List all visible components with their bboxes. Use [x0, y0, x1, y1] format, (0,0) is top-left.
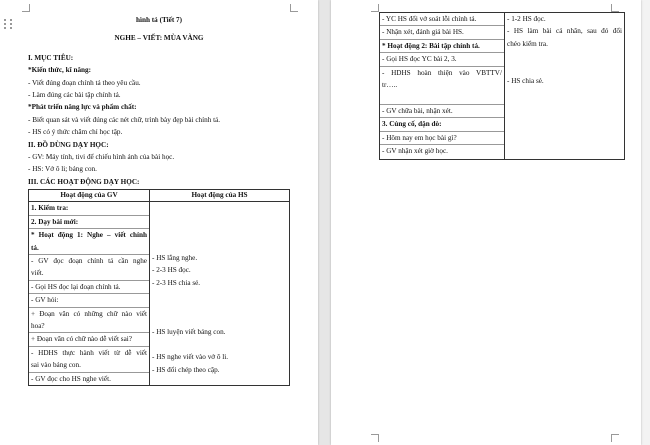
- teacher-line: - HDHS hoàn thiện vào VBTTV/: [382, 68, 502, 77]
- student-line: [152, 240, 287, 252]
- student-line: - HS chia sẻ.: [507, 77, 544, 86]
- teacher-line: tả.: [29, 242, 149, 255]
- teacher-activities-cell: [29, 202, 150, 386]
- crop-mark-top-left-icon: [371, 4, 379, 12]
- student-line: - 2-3 HS đọc.: [152, 266, 191, 275]
- knowledge-item: - Làm đúng các bài tập chính tả.: [28, 91, 121, 100]
- student-line: [507, 50, 622, 62]
- student-line: [152, 314, 287, 326]
- student-line: - HS lắng nghe.: [152, 253, 198, 262]
- teacher-line: - GV chữa bài, nhận xét.: [380, 105, 504, 118]
- crop-mark-bottom-left-icon: [371, 434, 379, 442]
- teacher-line: + Đoạn văn có những chữ nào viết: [31, 309, 147, 318]
- teacher-activities-cell: [380, 13, 505, 160]
- equipment-item: - HS: Vở ô li; bảng con.: [28, 165, 97, 174]
- teacher-line: * Hoạt động 1: Nghe – viết chính: [31, 231, 147, 240]
- left-page-content: [28, 14, 290, 386]
- teacher-line: * Hoạt động 2: Bài tập chính tả.: [380, 40, 504, 53]
- document-page-right: [331, 0, 641, 445]
- student-line: [152, 215, 287, 227]
- teacher-line: sai vào bảng con.: [29, 359, 149, 372]
- teacher-line: - Gọi HS đọc YC bài 2, 3.: [380, 53, 504, 66]
- student-line: [152, 202, 287, 214]
- equipment-item: - GV: Máy tính, tivi để chiếu hình ảnh của bài học.: [28, 153, 175, 162]
- lesson-subtitle: NGHE – VIẾT: MÙA VÀNG: [114, 34, 204, 43]
- section-equipment-heading: II. ĐỒ DÙNG DẠY HỌC:: [28, 140, 109, 149]
- student-line: [152, 302, 287, 314]
- teacher-line: - GV nhận xét giờ học.: [382, 147, 448, 156]
- section-objectives-heading: I. MỤC TIÊU:: [28, 53, 74, 62]
- knowledge-heading: *Kiến thức, kĩ năng:: [28, 66, 92, 75]
- teacher-line: - Gọi HS đọc lại đoạn chính tả.: [29, 281, 149, 294]
- teacher-line: 1. Kiểm tra:: [29, 202, 149, 215]
- student-line: [152, 339, 287, 351]
- crop-mark-top-right-icon: [290, 4, 298, 12]
- student-line: chéo kiểm tra.: [507, 39, 548, 48]
- teacher-line: - GV hỏi:: [29, 294, 149, 307]
- lesson-title: hình tả (Tiết 7): [136, 16, 182, 24]
- right-page-content: [379, 12, 625, 160]
- student-line: - 1-2 HS đọc.: [507, 15, 546, 23]
- document-page-left: [0, 0, 318, 445]
- teacher-line: - HDHS thực hành viết từ dễ viết: [31, 348, 147, 357]
- teacher-line: hoa?: [29, 320, 149, 333]
- teacher-column-header: Hoạt động của GV: [29, 190, 150, 202]
- student-line: - HS đổi chép theo cặp.: [152, 365, 220, 374]
- teacher-line: tr…..: [382, 81, 398, 90]
- teacher-line: 2. Dạy bài mới:: [29, 216, 149, 229]
- teacher-line: 3. Củng cố, dặn dò:: [380, 118, 504, 131]
- knowledge-item: - Viết đúng đoạn chính tả theo yêu cầu.: [28, 78, 141, 87]
- quality-item: - Biết quan sát và viết đúng các nét chữ, trình bày đẹp bài chính tả.: [28, 115, 221, 124]
- student-activities-cell: [150, 202, 290, 386]
- teacher-line: + Đoạn văn có chữ nào dễ viết sai?: [29, 333, 149, 346]
- page-gap: [318, 0, 331, 445]
- quality-item: - HS có ý thức chăm chỉ học tập.: [28, 128, 123, 137]
- student-line: - HS nghe viết vào vở ô li.: [152, 353, 229, 362]
- quality-heading: *Phát triển năng lực và phẩm chất:: [28, 103, 137, 112]
- student-line: - HS làm bài cá nhân, sau đó đổi: [507, 27, 622, 36]
- activities-table: [28, 189, 290, 386]
- student-line: - HS luyện viết bảng con.: [152, 328, 226, 337]
- student-activities-cell: [505, 13, 625, 160]
- student-line: [152, 289, 287, 301]
- teacher-line: - Nhận xét, đánh giá bài HS.: [380, 26, 504, 39]
- teacher-line: - GV đọc đoạn chính tả cần nghe: [31, 256, 147, 265]
- teacher-line: - YC HS đổi vở soát lỗi chính tả.: [380, 13, 504, 26]
- student-line: [507, 63, 622, 75]
- section-activities-heading: III. CÁC HOẠT ĐỘNG DẠY HỌC:: [28, 177, 140, 186]
- activities-table-continued: [379, 12, 625, 160]
- teacher-line: viết.: [29, 267, 149, 280]
- student-line: - 2-3 HS chia sẻ.: [152, 278, 201, 287]
- teacher-line: - GV đọc cho HS nghe viết.: [31, 374, 111, 383]
- crop-mark-top-right-icon: [611, 4, 619, 12]
- drag-handle-icon[interactable]: [4, 19, 13, 31]
- crop-mark-bottom-right-icon: [611, 434, 619, 442]
- teacher-line: - Hôm nay em học bài gì?: [380, 132, 504, 145]
- teacher-line: [380, 91, 504, 104]
- student-line: [152, 227, 287, 239]
- crop-mark-top-left-icon: [22, 4, 30, 12]
- student-column-header: Hoạt động của HS: [150, 190, 290, 202]
